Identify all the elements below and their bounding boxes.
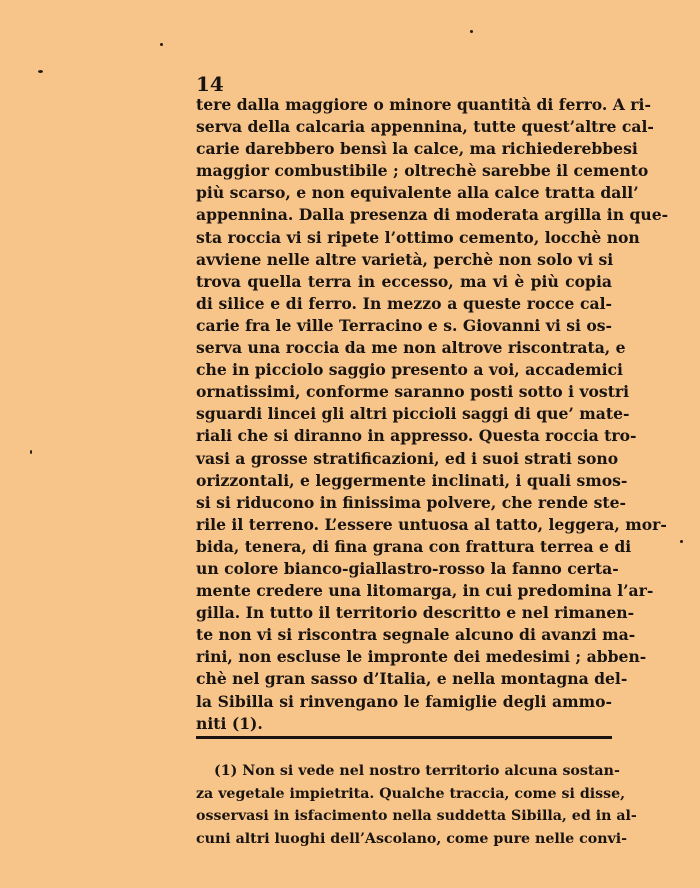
text-line: sta roccia vi si ripete l’ottimo cemento, locchè non [196,227,640,247]
text-line: rini, non escluse le impronte dei medesimi ; abben- [196,647,647,667]
paper-speck [38,70,43,73]
text-line: ornatissimi, conforme saranno posti sotto i vostri [196,382,630,402]
text-line: chè nel gran sasso d’Italia, e nella montagna del- [196,669,628,689]
text-line: bida, tenera, di fina grana con frattura terrea e di [196,536,632,556]
text-line: si si riducono in finissima polvere, che rende ste- [196,492,627,512]
footnote [196,760,637,850]
paper-speck [30,450,32,454]
text-line: gilla. In tutto il territorio descritto e nel rimanen- [196,603,635,623]
text-line: orizzontali, e leggermente inclinati, i quali smos- [196,470,628,490]
text-line: che in picciolo saggio presento a voi, accademici [196,360,623,380]
text-line: appennina. Dalla presenza di moderata argilla in que- [196,205,669,225]
footnote-line: (1) Non si vede nel nostro territorio alcuna sostan- [214,763,620,779]
text-line: trova quella terra in eccesso, ma vi è più copia [196,271,612,291]
page-number: 14 [196,72,224,96]
paper-speck [680,540,683,543]
text-line: serva una roccia da me non altrove riscontrata, e [196,338,626,358]
paper-speck [160,43,163,46]
text-line: più scarso, e non equivalente alla calce tratta dall’ [196,183,639,203]
text-line: un colore bianco-giallastro-rosso la fanno certa- [196,558,619,578]
text-line: riali che si diranno in appresso. Questa roccia tro- [196,426,637,446]
text-line: vasi a grosse stratificazioni, ed i suoi strati sono [196,448,619,468]
text-line: avviene nelle altre varietà, perchè non solo vi si [196,249,614,269]
text-line: carie darebbero bensì la calce, ma richiederebbesi [196,139,638,159]
footnote-line: osservasi in isfacimento nella suddetta Sibilla, ed in al- [196,808,637,824]
text-line: la Sibilla si rinvengano le famiglie degli ammo- [196,691,612,711]
text-line: tere dalla maggiore o minore quantità di ferro. A ri- [196,95,651,114]
text-line: niti (1). [196,713,263,733]
footnote-line: za vegetale impietrita. Qualche traccia, come si disse, [196,785,626,802]
text-line: serva della calcaria appennina, tutte quest’altre cal- [196,117,654,137]
text-line: mente credere una litomarga, in cui predomina l’ar- [196,581,654,601]
footnote-line: cuni altri luoghi dell’Ascolano, come pure nelle convi- [196,830,628,847]
text-line: maggior combustibile ; oltrechè sarebbe il cemento [196,161,649,181]
footnote-rule [196,736,612,739]
text-line: di silice e di ferro. In mezzo a queste rocce cal- [196,293,612,313]
text-line: te non vi si riscontra segnale alcuno di avanzi ma- [196,625,636,645]
main-text [196,94,669,735]
text-line: rile il terreno. L’essere untuosa al tatto, leggera, mor- [196,514,667,534]
paper-speck [470,30,473,33]
text-line: carie fra le ville Terracino e s. Giovanni vi si os- [196,315,612,335]
text-line: sguardi lincei gli altri piccioli saggi di que’ mate- [196,404,630,424]
